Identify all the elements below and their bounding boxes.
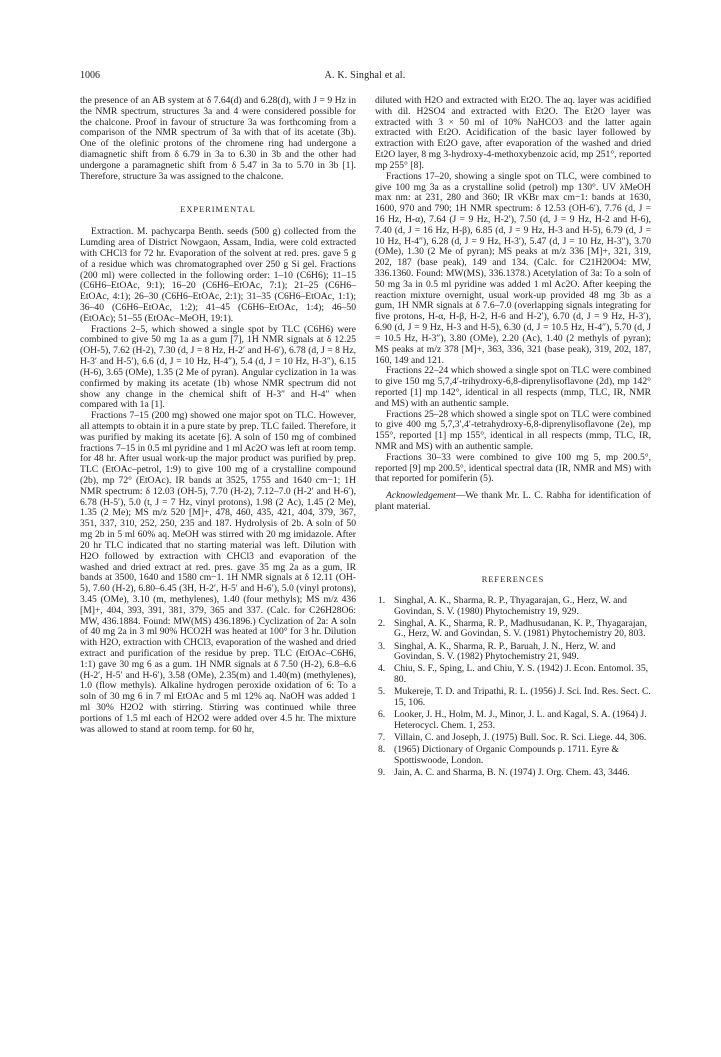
acknowledgement-label: Acknowledgement <box>386 490 456 502</box>
reference-text: Chiu, S. F., Sping, L. and Chiu, Y. S. (1942) J. Econ. Entomol. 35, 80. <box>394 663 649 686</box>
reference-number: 1. <box>378 594 386 606</box>
fractions-22-24-paragraph: Fractions 22–24 which showed a single spot on TLC were combined to give 150 mg 5,7,4′-trihydroxy-6,8-diprenylisoflavone (2d), mp 142° reported [1] mp 142°, identical in all respects (mmp, TLC, IR, NMR and MS) with an authentic sample. <box>375 365 651 409</box>
reference-text: Jain, A. C. and Sharma, B. N. (1974) J. Org. Chem. 43, 3446. <box>394 767 630 779</box>
reference-number: 9. <box>378 767 386 779</box>
reference-text: Villain, C. and Joseph, J. (1975) Bull. Soc. R. Sci. Liege. 44, 306. <box>394 732 647 744</box>
references-heading: REFERENCES <box>481 574 545 584</box>
reference-text: Looker, J. H., Holm, M. J., Minor, J. L. and Kagal, S. A. (1964) J. Heterocycl. Chem. 1, 253. <box>394 709 647 732</box>
reference-text: Singhal, A. K., Sharma, R. P., Baruah, J. N., Herz, W. and Govindan, S. V. (1982) Phytochemistry 21, 949. <box>394 640 616 663</box>
reference-text: Mukereje, T. D. and Tripathi, R. L. (1956) J. Sci. Ind. Res. Sect. C. 15, 106. <box>394 686 651 709</box>
reference-text: Singhal, A. K., Sharma, R. P., Madhusudanan, K. P., Thyagarajan, G., Herz, W. and Govindan, S. V. (1981) Phytochemistry 20, 803. <box>394 617 647 640</box>
fractions-2-5-paragraph: Fractions 2–5, which showed a single spot by TLC (C6H6) were combined to give 50 mg 1a as a gum [7], 1H NMR signals at δ 12.25 (OH-5), 7.62 (H-2), 7.30 (d, J = 8 Hz, H-2′ and H-6′), 6.78 (d, J = 8 Hz, H-3′ and H-5′), 6.6 (d, J = 10 Hz, H-4″), 5.4 (d, J = 10 Hz, H-3″), 6.15 (H-6), 3.65 (OMe), 1.35 (2 Me of pyran). Angular cyclization in 1a was confirmed by making its acetate (1b) whose NMR spectrum did not show any change in the chemical shift of H-3″ and H-4″ when compared with 1a [1]. <box>80 323 356 411</box>
intro-paragraph: the presence of an AB system at δ 7.64(d) and 6.28(d), with J = 9 Hz in the NMR spectrum, structures 3a and 4 were considered possible for the chalcone. Proof in favour of structure 3a was forthcoming from a comparison of the NMR spectrum of 3a with that of its acetate (3b). One of the olefinic protons of the chromene ring had undergone a diamagnetic shift from δ 6.79 in 3a to 6.30 in 3b and the other had undergone a paramagnetic shift from δ 5.47 in 3a to 5.70 in 3b [1]. Therefore, structure 3a was assigned to the chalcone. <box>80 95 356 182</box>
fractions-25-28-paragraph: Fractions 25–28 which showed a single spot on TLC were combined to give 400 mg 5,7,3′,4′-tetrahydroxy-6,8-diprenylisoflavone (2e), mp 155°, reported [1] mp 155°, identical in all respects (mmp, TLC, IR, NMR and MS) with an authentic sample. <box>375 408 651 452</box>
reference-text: Singhal, A. K., Sharma, R. P., Thyagarajan, G., Herz, W. and Govindan, S. V. (1980) Phytochemistry 19, 929. <box>394 594 627 617</box>
reference-text: (1965) Dictionary of Organic Compounds p. 1711. Eyre & Spottiswoode, London. <box>394 744 619 767</box>
fractions-7-15-paragraph: Fractions 7–15 (200 mg) showed one major spot on TLC. However, all attempts to obtain it in a pure state by prep. TLC failed. Therefore, it was purified by making its acetate [6]. A soln of 150 mg of combined fractions 7–15 in 0.5 ml pyridine and 1 ml Ac2O was left at room temp. for 48 hr. After usual work-up the major product was purified by prep. TLC (EtOAc–petrol, 1:9) to give 100 mg of a crystalline compound (2b), mp 72° (EtOAc). IR bands at 3525, 1755 and 1640 cm−1; 1H NMR spectrum: δ 12.03 (OH-5), 7.70 (H-2), 7.12–7.0 (H-2′ and H-6′), 6.78 (H-5′), 5.0 (t, J = 7 Hz, vinyl protons), 1.98 (2 Ac), 1.45 (2 Me), 1.35 (2 Me); MS m/z 520 [M]+, 478, 460, 435, 421, 404, 379, 367, 351, 337, 310, 252, 250, 235 and 187. Hydrolysis of 2b. A soln of 50 mg 2b in 5 ml 60% aq. MeOH was stirred with 20 mg imidazole. After 20 hr TLC indicated that no starting material was left. Dilution with H2O followed by extraction with CHCl3 and evaporation of the washed and dried extract at red. pres. gave 35 mg 2a as a gum, IR bands at 3500, 1640 and 1580 cm−1. 1H NMR signals at δ 12.11 (OH-5), 7.60 (H-2), 6.80–6.45 (3H, H-2′, H-5′ and H-6′), 5.0 (vinyl protons), 3.45 (OMe), 3.10 (m, methylenes), 1.40 (four methyls); MS m/z 436 [M]+, 404, 393, 391, 381, 379, 365 and 337. (Calc. for C26H28O6: MW, 436.1884. Found: MW(MS) 436.1896.) Cyclization of 2a: A soln of 40 mg 2a in 3 ml 90% HCO2H was heated at 100° for 3 hr. Dilution with H2O, extraction with CHCl3, evaporation of the washed and dried extract and purification of the residue by prep. TLC (EtOAc–C6H6, 1:1) gave 30 mg 6 as a gum. 1H NMR signals at δ 7.50 (H-2), 6.8–6.6 (H-2′, H-5′ and H-6′), 3.58 (OMe), 2.35(m) and 1.40(m) (methylenes), 1.0 (flow methyls). Alkaline hydrogen peroxide oxidation of 6: To a soln of 30 mg 6 in 7 ml EtOAc and 5 ml 12% aq. NaOH was added 1 ml 30% H2O2 with stirring. Stirring was continued while three portions of 1.5 ml each of H2O2 were added over 4.5 hr. The mixture was allowed to stand at room temp. for 60 hr, <box>80 410 356 735</box>
reference-item <box>375 745 651 767</box>
reference-number: 8. <box>378 744 386 756</box>
fractions-17-20-paragraph: Fractions 17–20, showing a single spot on TLC, were combined to give 100 mg 3a as a crystalline solid (petrol) mp 130°. UV λMeOH max nm: at 231, 280 and 360; IR νKBr max cm−1: bands at 1630, 1600, 970 and 790; 1H NMR spectrum: δ 12.53 (OH-6′), 7.76 (d, J = 16 Hz, H-α), 7.64 (J = 9 Hz, H-2′), 7.50 (d, J = 9 Hz, H-2 and H-6), 7.40 (d, J = 16 Hz, H-β), 6.85 (d, J = 9 Hz, H-3 and H-5), 6.79 (d, J = 10 Hz, H-4″), 6.28 (d, J = 9 Hz, H-3′), 5.47 (d, J = 10 Hz, H-3″), 3.70 (OMe), 1.30 (2 Me of pyran); MS peaks at m/z 336 [M]+, 321, 319, 202, 187 (base peak), 149 and 134. (Calc. for C21H20O4: MW, 336.1360. Found: MW(MS), 336.1378.) Acetylation of 3a: To a soln of 50 mg 3a in 0.5 ml pyridine was added 1 ml Ac2O. After keeping the reaction mixture overnight, usual work-up provided 48 mg 3b as a gum, 1H NMR signals at δ 7.6–7.0 (overlapping signals integrating for five protons, H-α, H-β, H-2, H-6 and H-2′), 6.70 (d, J = 9 Hz, H-3′), 6.90 (d, J = 9 Hz, H-3 and H-5), 6.30 (d, J = 10.5 Hz, H-4″), 5.70 (d, J = 10.5 Hz, H-3″), 3.80 (OMe), 2.20 (Ac), 1.40 (2 methyls of pyran); MS peaks at m/z 378 [M]+, 363, 336, 321 (base peak), 319, 202, 187, 160, 149 and 121. <box>375 170 651 366</box>
left-column <box>80 96 356 736</box>
acknowledgement-paragraph <box>375 491 651 513</box>
reference-item <box>375 768 651 779</box>
running-head: A. K. Singhal et al. <box>324 70 406 81</box>
reference-number: 6. <box>378 709 386 721</box>
reference-item <box>375 619 651 641</box>
right-column <box>375 96 651 780</box>
page-number: 1006 <box>80 70 100 81</box>
page-header <box>80 70 650 86</box>
reference-item <box>375 596 651 618</box>
reference-item <box>375 733 651 744</box>
continuation-paragraph: diluted with H2O and extracted with Et2O. The aq. layer was acidified with dil. H2SO4 and extracted with Et2O. The Et2O layer was extracted with 3 × 50 ml of 10% NaHCO3 and the latter again extracted with Et2O. Acidification of the basic layer followed by extraction with Et2O gave, after evaporation of the washed and dried Et2O layer, 8 mg 3-hydroxy-4-methoxybenzoic acid, mp 251°, reported mp 255° [8]. <box>375 95 651 171</box>
reference-item <box>375 687 651 709</box>
fractions-30-33-paragraph: Fractions 30–33 were combined to give 100 mg 5, mp 200.5°, reported [9] mp 200.5°, identical spectral data (IR, NMR and MS) with that reported for pomiferin (5). <box>375 451 651 485</box>
reference-item <box>375 642 651 664</box>
reference-item <box>375 710 651 732</box>
reference-number: 5. <box>378 686 386 698</box>
reference-number: 3. <box>378 640 386 652</box>
reference-number: 7. <box>378 732 386 744</box>
reference-list <box>375 596 651 779</box>
reference-item <box>375 664 651 686</box>
reference-number: 2. <box>378 617 386 629</box>
extraction-paragraph: Extraction. M. pachycarpa Benth. seeds (500 g) collected from the Lumding area of District Nowgaon, Assam, India, were cold extracted with CHCl3 for 72 hr. Evaporation of the solvent at red. pres. gave 5 g of a residue which was chromatographed over 250 g Si gel. Fractions (200 ml) were collected in the following order: 1–10 (C6H6); 11–15 (C6H6–EtOAc, 9:1); 16–20 (C6H6–EtOAc, 7:1); 21–25 (C6H6–EtOAc, 4:1); 26–30 (C6H6–EtOAc, 2:1); 31–35 (C6H6–EtOAc, 1:1); 36–40 (C6H6–EtOAc, 1:2); 41–45 (C6H6–EtOAc, 1:4); 46–50 (EtOAc); 51–55 (EtOAc–MeOH, 19:1). <box>80 226 356 324</box>
section-heading-experimental: EXPERIMENTAL <box>180 204 256 214</box>
acknowledgement-text: —We thank Mr. L. C. Rabha for identification of plant material. <box>375 490 651 513</box>
reference-number: 4. <box>378 663 386 675</box>
